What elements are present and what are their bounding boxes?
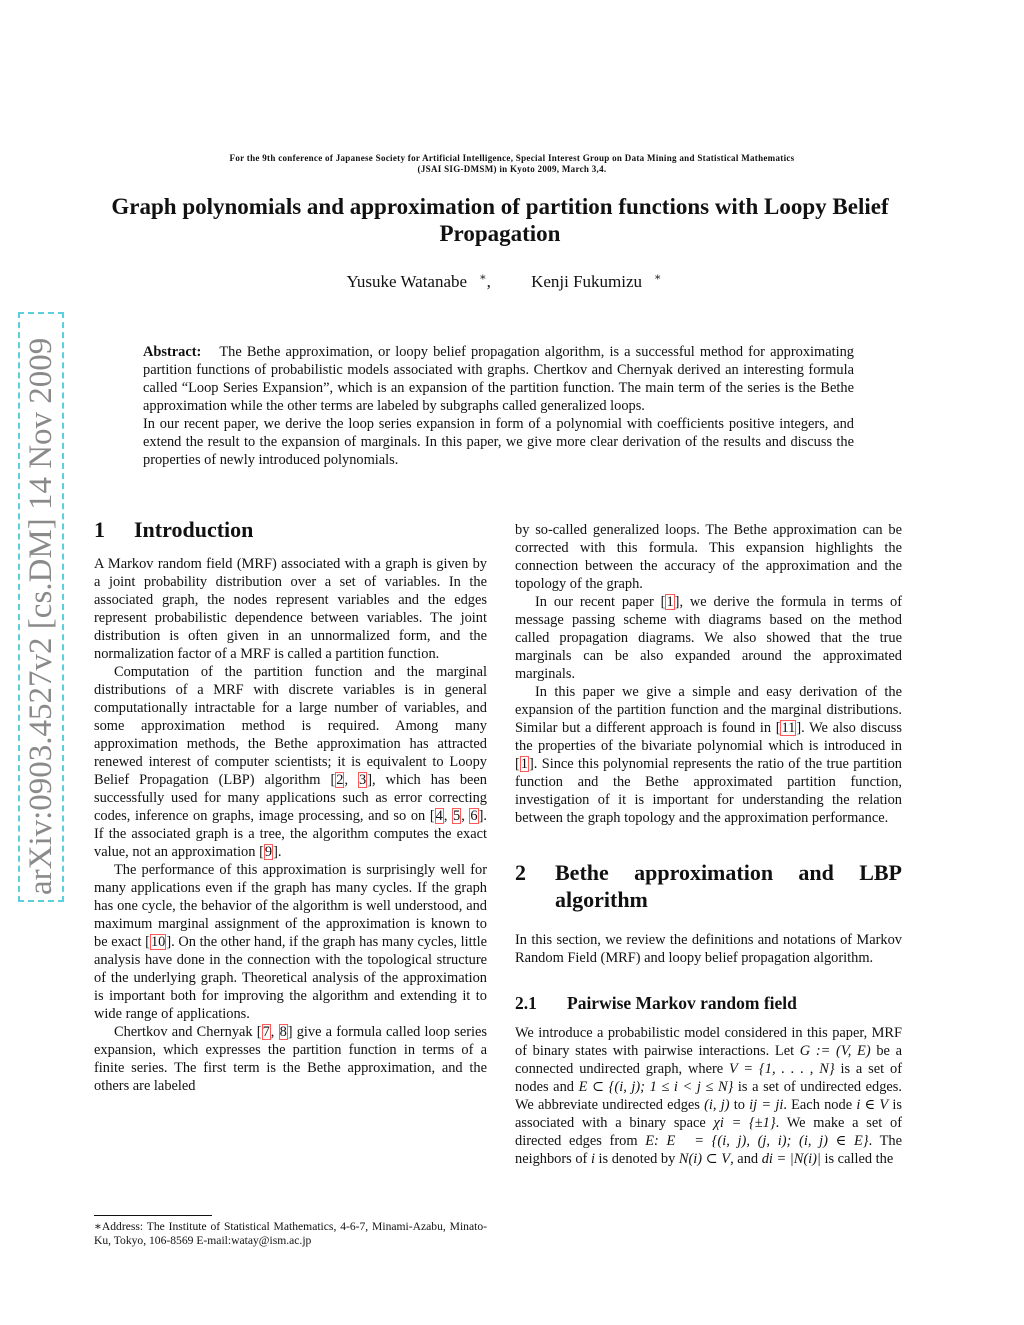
section-2-heading: 2 Bethe approximation and LBP algorithm [515,860,902,912]
footnote-rule [94,1215,212,1216]
citation-8[interactable]: 8 [279,1024,287,1040]
abstract-paragraph-2: In our recent paper, we derive the loop series expansion in form of a polynomial with coefficients positive integers, and extend the result to the expansion of marginals. In this paper, we give more clear derivation of the results and discuss the properties of newly introduced polynomials. [143,416,854,468]
citation-10[interactable]: 10 [150,934,166,950]
conference-line-2: (JSAI SIG-DMSM) in Kyoto 2009, March 3,4. [417,164,607,174]
arxiv-stamp[interactable]: arXiv:0903.4527v2 [cs.DM] 14 Nov 2009 [23,337,59,895]
author-list [100,270,896,292]
abstract [143,343,854,469]
footnote-address: ∗Address: The Institute of Statistical Mathematics, 4-6-7, Minami-Azabu, Minato-Ku, Tokyo, 106-8569 E-mail:watay@ism.ac.jp [94,1220,487,1247]
section-2-paragraph-1: In this section, we review the definitions and notations of Markov Random Field (MRF) and loopy belief propagation algorithm. [515,932,902,966]
citation-7[interactable]: 7 [262,1024,270,1040]
left-column [94,516,487,1095]
intro-paragraph-5: In our recent paper [1], we derive the formula in terms of message passing scheme with diagrams based on the method called propagation diagrams. We also showed that the true marginals can be also expanded around the approximated marginals. [515,594,902,682]
conference-line-1: For the 9th conference of Japanese Society for Artificial Intelligence, Special Interest Group on Data Mining and Statistical Mathematics [229,153,795,163]
citation-4[interactable]: 4 [435,808,443,824]
intro-paragraph-4: Chertkov and Chernyak [7, 8] give a formula called loop series expansion, which expresses the partition function in terms of a finite series. The first term is the Bethe approximation, and the others are labeled [94,1024,487,1094]
intro-paragraph-1: A Markov random field (MRF) associated with a graph is given by a joint probability distribution over a set of variables. In the associated graph, the nodes represent variables and the edges represent probabilistic dependence between variables. The joint distribution is often given in an unnormalized form, and the normalization factor of a MRF is called a partition function. [94,556,487,662]
citation-11[interactable]: 11 [781,720,796,736]
intro-paragraph-6: In this paper we give a simple and easy derivation of the expansion of the partition function and the marginal distributions. Similar but a different approach is found in [11]. We also discuss the properties of the bivariate polynomial which is introduced in [1]. Since this polynomial represents the ratio of the true partition function and the Bethe approximated partition function, investigation of it is important for understanding the relation between the graph topology and the approximation performance. [515,684,902,826]
citation-5[interactable]: 5 [453,808,461,824]
author-2: Kenji Fukumizu ∗ [531,271,662,291]
intro-paragraph-4-cont: by so-called generalized loops. The Bethe approximation can be corrected with this formula. This expansion highlights the connection between the accuracy of the approximation and the topology of the graph. [515,522,902,592]
section-2-1-heading: 2.1 Pairwise Markov random field [515,993,797,1013]
abstract-paragraph-1: The Bethe approximation, or loopy belief propagation algorithm, is a successful method for approximating partition functions of probabilistic models associated with graphs. Chertkov and Chernyak derived an interesting formula called “Loop Series Expansion”, which is an expansion of the partition function. The main term of the series is the Bethe approximation while the other terms are labeled by subgraphs called generalized loops. [143,344,854,414]
author-1: Yusuke Watanabe ∗, [346,271,491,291]
citation-3[interactable]: 3 [359,772,367,788]
abstract-label: Abstract: [143,344,202,360]
intro-paragraph-2: Computation of the partition function and the marginal distributions of a MRF with discrete variables is in general computationally intractable for a large number of variables, and some approximation method is required. Among many approximation methods, the Bethe approximation has attracted renewed interest of computer scientists; it is equivalent to Loopy Belief Propagation (LBP) algorithm [2, 3], which has been successfully used for many applications such as error correcting codes, inference on graphs, image processing, and so on [4, 5, 6]. If the associated graph is a tree, the algorithm computes the exact value, not an approximation [9]. [94,664,487,860]
citation-1[interactable]: 1 [666,594,674,610]
conference-header [100,153,924,175]
intro-paragraph-3: The performance of this approximation is surprisingly well for many applications even if the graph has many cycles. If the graph has one cycle, the behavior of the algorithm is well understood, and maximum marginal assignment of the approximation is known to be exact [10]. On the other hand, if the graph has many cycles, little analysis have done in the connection with the topological structure of the underlying graph. Theoretical analysis of the approximation is important both for improving the algorithm and extending it to wide range of applications. [94,862,488,1022]
paper-title: Graph polynomials and approximation of partition functions with Loopy Belief Propagation [111,194,889,246]
citation-2[interactable]: 2 [336,772,344,788]
right-column [515,521,902,1168]
section-2-1-paragraph-1: We introduce a probabilistic model considered in this paper, MRF of binary states with pairwise interactions. Let G := (V, E) be a connected undirected graph, where V = {1, . . . , N} is a set of nodes and E ⊂ {(i, j); 1 ≤ i < j ≤ N} is a set of undirected edges. We abbreviate undirected edges (i, j) to ij = ji. Each node i ∈ V is associated with a binary space χi = {±1}. We make a set of directed edges from E: E⃗ = {(i, j), (j, i); (i, j) ∈ E}. The neighbors of i is denoted by N(i) ⊂ V, and di = |N(i)| is called the [515,1025,903,1167]
citation-1-b[interactable]: 1 [520,756,528,772]
citation-9[interactable]: 9 [264,844,273,860]
citation-6[interactable]: 6 [470,808,478,824]
section-1-heading: 1 Introduction [94,517,254,542]
